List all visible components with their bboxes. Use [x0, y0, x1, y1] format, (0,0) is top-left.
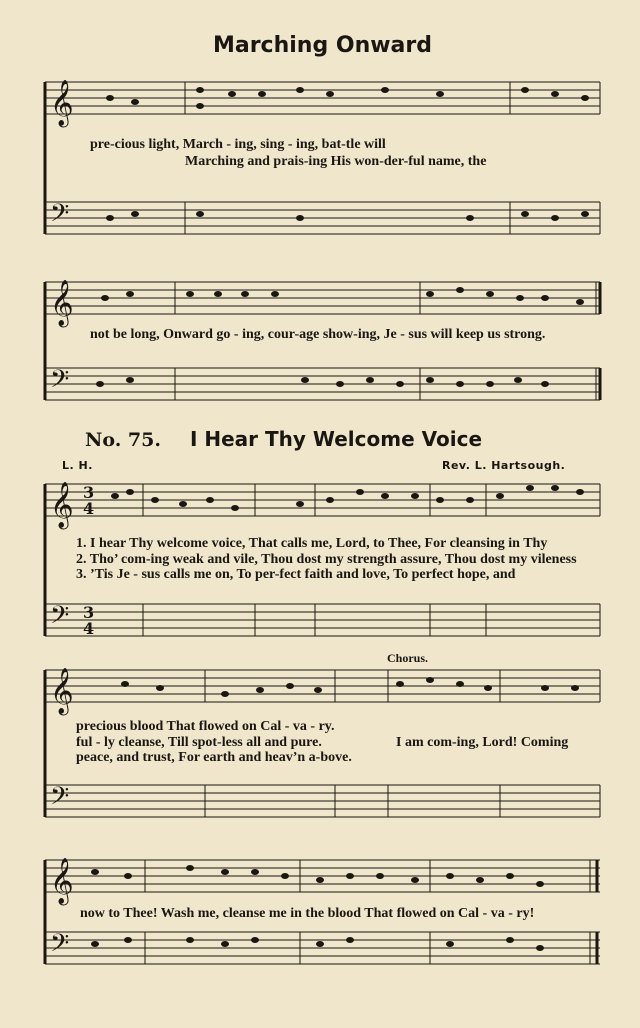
- treble-clef-icon: 𝄞: [50, 280, 74, 326]
- bass-clef-icon: 𝄢: [50, 199, 70, 234]
- hymn-header: [85, 427, 505, 451]
- noteheads: [91, 87, 589, 951]
- bass-clef-icon: 𝄢: [50, 782, 70, 817]
- words-author: L. H.: [62, 459, 93, 472]
- lyric-line: not be long, Onward go - ing, cour-age show-ing, Je - sus will keep us strong.: [90, 327, 546, 342]
- bass-clef-icon: 𝄢: [50, 365, 70, 400]
- verse-line: peace, and trust, For earth and heav’n a-bove.: [76, 750, 352, 765]
- staff-system-4-treble: [45, 670, 600, 702]
- treble-clef-icon: 𝄞: [50, 668, 74, 714]
- staff-system-1-bass: [45, 202, 600, 234]
- chorus-label: Chorus.: [387, 651, 429, 665]
- staff-system-1-treble: [45, 82, 600, 114]
- music-author: Rev. L. Hartsough.: [442, 459, 566, 472]
- treble-clef-icon: 𝄞: [50, 482, 74, 528]
- bass-clef-icon: 𝄢: [50, 929, 70, 964]
- staff-system-2-bass: [45, 368, 600, 400]
- treble-clef-icon: 𝄞: [50, 80, 74, 126]
- verse-line: 2. Tho’ com-ing weak and vile, Thou dost my strength assure, Thou dost my vileness: [76, 552, 577, 567]
- bass-clef-icon: 𝄢: [50, 601, 70, 636]
- chorus-line: I am com-ing, Lord! Coming: [396, 735, 569, 750]
- staff-system-4-bass: [45, 785, 600, 817]
- svg-text:3: 3: [83, 603, 95, 622]
- hymn-title: I Hear Thy Welcome Voice: [189, 427, 483, 451]
- lyric-line: pre-cious light, March - ing, sing - ing, bat-tle will: [90, 137, 386, 152]
- verse-line: precious blood That flowed on Cal - va - ry.: [76, 719, 335, 734]
- staff-system-3-bass: [45, 604, 600, 636]
- verse-line: 1. I hear Thy welcome voice, That calls me, Lord, to Thee, For cleansing in Thy: [76, 536, 548, 551]
- verse-line: 3. ’Tis Je - sus calls me on, To per-fect faith and love, To perfect hope, and: [76, 567, 516, 582]
- hymn-number: No. 75.: [85, 429, 161, 451]
- svg-text:4: 4: [83, 499, 95, 518]
- svg-text:4: 4: [83, 619, 95, 638]
- chorus-line: now to Thee! Wash me, cleanse me in the blood That flowed on Cal - va - ry!: [80, 906, 535, 921]
- page-title: Marching Onward: [212, 33, 433, 58]
- lyric-line: Marching and prais-ing His won-der-ful name, the: [185, 154, 487, 169]
- verse-line: ful - ly cleanse, Till spot-less all and pure.: [76, 735, 322, 750]
- staff-system-5-bass: [45, 932, 600, 964]
- staff-system-3-treble: [45, 484, 600, 516]
- svg-text:3: 3: [83, 483, 95, 502]
- treble-clef-icon: 𝄞: [50, 858, 74, 904]
